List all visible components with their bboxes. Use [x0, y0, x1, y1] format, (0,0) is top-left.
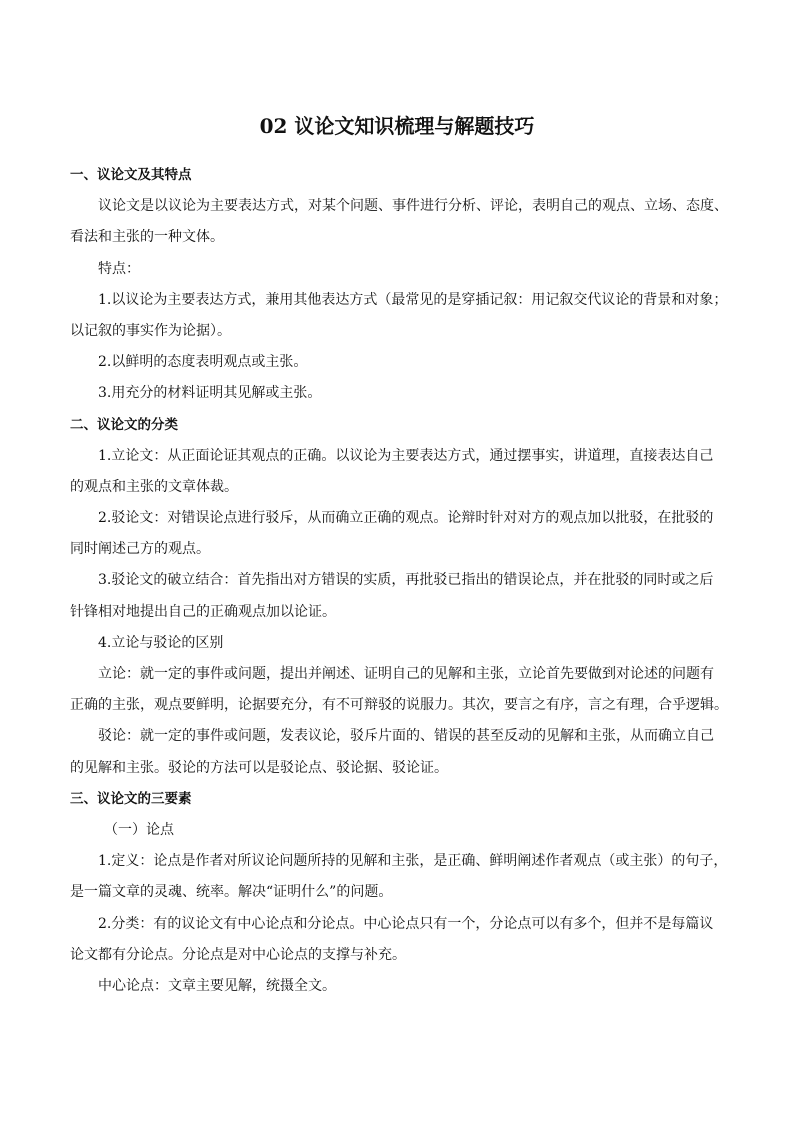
subsection-heading: （一）论点: [104, 821, 174, 838]
paragraph-line: 2.以鲜明的态度表明观点或主张。: [98, 354, 308, 371]
paragraph-line: 3.驳论文的破立结合：首先指出对方错误的实质，再批驳已指出的错误论点，并在批驳的同时或之后: [98, 572, 714, 589]
paragraph-continuation: 的观点和主张的文章体裁。: [70, 478, 238, 495]
paragraph-line: 议论文是以议论为主要表达方式，对某个问题、事件进行分析、评论，表明自己的观点、立场、态度、: [98, 198, 728, 215]
section-heading: 一、议论文及其特点: [70, 167, 192, 183]
paragraph-continuation: 以记叙的事实作为论据）。: [70, 322, 231, 339]
paragraph-line: 1.立论文：从正面论证其观点的正确。以议论为主要表达方式，通过摆事实，讲道理，直接表达自己: [98, 447, 714, 464]
paragraph-line: 立论：就一定的事件或问题，提出并阐述、证明自己的见解和主张，立论首先要做到对论述的问题有: [98, 666, 714, 682]
paragraph-continuation: 同时阐述己方的观点。: [70, 541, 210, 558]
paragraph-line: 4.立论与驳论的区别: [98, 634, 224, 651]
paragraph-continuation: 看法和主张的一种文体。: [70, 229, 224, 246]
paragraph-line: 2.分类：有的议论文有中心论点和分论点。中心论点只有一个，分论点可以有多个，但并不是每篇议: [98, 915, 714, 932]
document-title: 02 议论文知识梳理与解题技巧: [259, 114, 535, 138]
paragraph-line: 2.驳论文：对错误论点进行驳斥，从而确立正确的观点。论辩时针对对方的观点加以批驳，在批驳的: [98, 510, 714, 527]
section-heading: 二、议论文的分类: [70, 416, 178, 433]
paragraph-continuation: 正确的主张，观点要鲜明，论据要充分，有不可辩驳的说服力。其次，要言之有序，言之有理，合乎逻辑。: [70, 697, 728, 714]
paragraph-line: 特点：: [98, 260, 140, 277]
paragraph-continuation: 是一篇文章的灵魂、统率。解决“证明什么”的问题。: [70, 884, 393, 901]
paragraph-line: 驳论：就一定的事件或问题，发表议论，驳斥片面的、错误的甚至反动的见解和主张，从而确立自己: [98, 728, 714, 745]
paragraph-continuation: 论文都有分论点。分论点是对中心论点的支撑与补充。: [70, 946, 406, 963]
paragraph-line: 3.用充分的材料证明其见解或主张。: [98, 385, 322, 402]
paragraph-continuation: 针锋相对地提出自己的正确观点加以论证。: [70, 603, 336, 620]
paragraph-continuation: 的见解和主张。驳论的方法可以是驳论点、驳论据、驳论证。: [70, 759, 448, 776]
document-body: [70, 160, 730, 1002]
section-heading: 三、议论文的三要素: [70, 790, 192, 807]
paragraph-line: 1.以议论为主要表达方式，兼用其他表达方式（最常见的是穿插记叙：用记叙交代议论的背景和对象；: [98, 291, 728, 308]
paragraph-line: 中心论点：文章主要见解，统摄全文。: [98, 977, 336, 994]
paragraph-line: 1.定义：论点是作者对所议论问题所持的见解和主张，是正确、鲜明阐述作者观点（或主张）的句子，: [98, 853, 728, 870]
